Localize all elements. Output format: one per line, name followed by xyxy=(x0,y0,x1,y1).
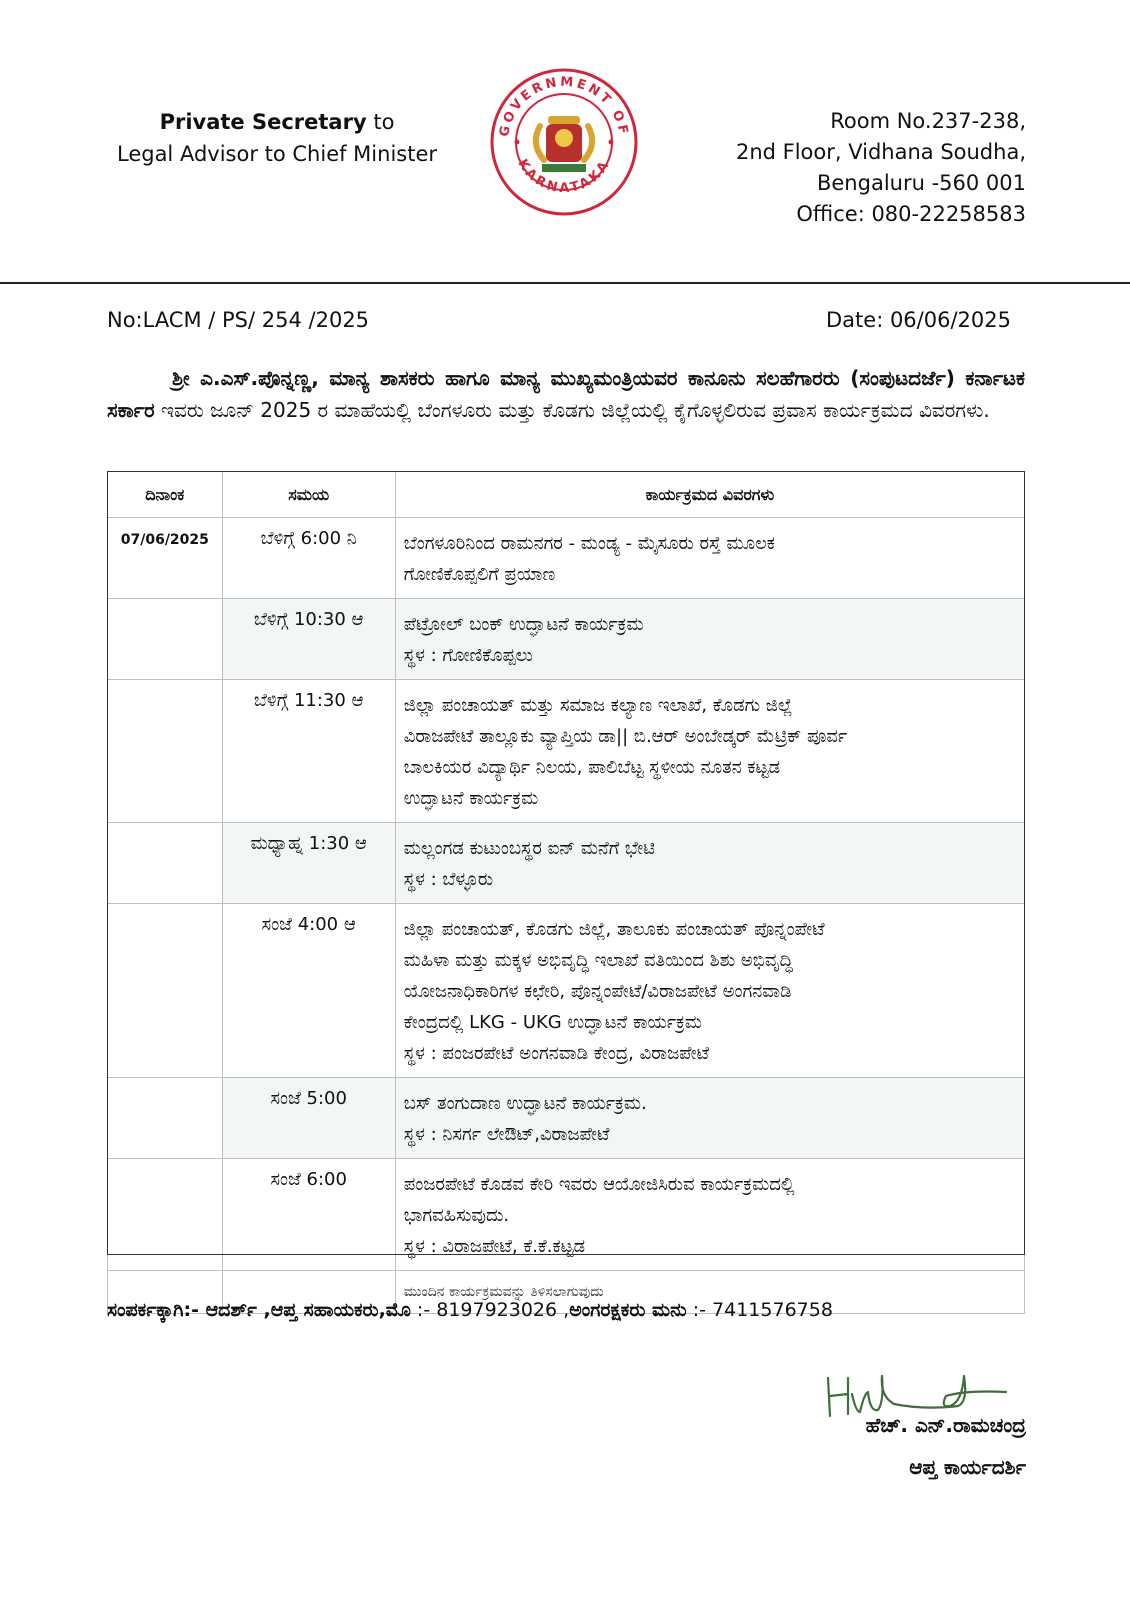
intro-rest: ಇವರು ಜೂನ್ 2025 ರ ಮಾಹೆಯಲ್ಲಿ ಬೆಂಗಳೂರು ಮತ್ತು ಕೊಡಗು ಜಿಲ್ಲೆಯಲ್ಲಿ ಕೈಗೊಳ್ಳಲಿರುವ ಪ್ರವಾಸ ಕಾರ್ಯಕ್ರಮದ ವಿವರಗಳು. xyxy=(154,398,990,422)
detail-line: ಸ್ಥಳ : ಗೋಣಿಕೊಪ್ಪಲು xyxy=(403,645,533,666)
row-time: ಬೆಳಿಗ್ಗೆ 11:30 ಆ xyxy=(222,680,395,823)
detail-line: ಗೋಣಿಕೊಪ್ಪಲಿಗೆ ಪ್ರಯಾಣ xyxy=(403,564,556,585)
row-details xyxy=(395,823,1024,904)
table-row xyxy=(108,680,1025,823)
table-row xyxy=(108,1159,1025,1271)
row-details xyxy=(395,904,1024,1078)
signatory-name: ಹೆಚ್. ಎನ್.ರಾಮಚಂದ್ರ xyxy=(865,1413,1026,1437)
table-row xyxy=(108,823,1025,904)
sender-line-1 xyxy=(112,106,442,138)
detail-line: ಮಲ್ಲಂಗಡ ಕುಟುಂಬಸ್ಥರ ಐನ್ ಮನೆಗೆ ಭೇಟಿ xyxy=(403,838,655,859)
column-header-time: ಸಮಯ xyxy=(222,472,395,518)
office-phone: Office: 080-22258583 xyxy=(796,202,1026,226)
svg-text:GOVERNMENT OF: GOVERNMENT OF xyxy=(497,74,631,139)
detail-line: ಬಾಲಕಿಯರ ವಿದ್ಯಾರ್ಥಿ ನಿಲಯ, ಪಾಲಿಬೆಟ್ಟ ಸ್ಥಳೀಯ ನೂತನ ಕಟ್ಟಡ xyxy=(403,757,781,778)
detail-line: ಸ್ಥಳ : ನಿಸರ್ಗ ಲೇಔಟ್,ವಿರಾಜಪೇಟೆ xyxy=(403,1124,610,1145)
sender-block xyxy=(112,106,442,170)
detail-line: ಭಾಗವಹಿಸುವುದು. xyxy=(403,1205,510,1226)
address-line: Room No.237-238, xyxy=(830,109,1026,133)
detail-line: ಜಿಲ್ಲಾ ಪಂಚಾಯತ್, ಕೊಡಗು ಜಿಲ್ಲೆ, ತಾಲೂಕು ಪಂಚಾಯತ್ ಪೊನ್ನಂಪೇಟೆ xyxy=(403,919,825,940)
reference-number: No:LACM / PS/ 254 /2025 xyxy=(107,308,370,332)
signatory-designation: ಆಪ್ತ ಕಾರ್ಯದರ್ಶಿ xyxy=(909,1455,1026,1479)
row-time: ಮಧ್ಯಾಹ್ನ 1:30 ಆ xyxy=(222,823,395,904)
table-header-row xyxy=(108,472,1025,518)
row-details xyxy=(395,680,1024,823)
contact-label-2: ಅಂಗರಕ್ಷಕರು ಮನು xyxy=(569,1299,687,1321)
detail-line: ಸ್ಥಳ : ಪಂಜರಪೇಟೆ ಅಂಗನವಾಡಿ ಕೇಂದ್ರ, ವಿರಾಜಪೇಟೆ xyxy=(403,1043,710,1064)
detail-line: ಸ್ಥಳ : ವಿರಾಜಪೇಟೆ, ಕೆ.ಕೆ.ಕಟ್ಟಡ xyxy=(403,1236,586,1257)
detail-line: ಪಂಜರಪೇಟೆ ಕೊಡವ ಕೇರಿ ಇವರು ಆಯೋಜಿಸಿರುವ ಕಾರ್ಯಕ್ರಮದಲ್ಲಿ xyxy=(403,1174,795,1195)
government-seal-icon xyxy=(488,66,640,218)
sender-line-2: Legal Advisor to Chief Minister xyxy=(116,142,438,166)
contact-phone-2: :- 7411576758 xyxy=(686,1299,833,1321)
row-date: 07/06/2025 xyxy=(108,518,223,599)
detail-line: ಮಹಿಳಾ ಮತ್ತು ಮಕ್ಕಳ ಅಭಿವೃದ್ಧಿ ಇಲಾಖೆ ವತಿಯಿಂದ ಶಿಶು ಅಭಿವೃದ್ಧಿ xyxy=(403,950,793,971)
address-line: Bengaluru -560 001 xyxy=(816,171,1026,195)
table-row xyxy=(108,518,1025,599)
detail-line: ಜಿಲ್ಲಾ ಪಂಚಾಯತ್ ಮತ್ತು ಸಮಾಜ ಕಲ್ಯಾಣ ಇಲಾಖೆ, ಕೊಡಗು ಜಿಲ್ಲೆ xyxy=(403,695,793,716)
detail-line: ಕೇಂದ್ರದಲ್ಲಿ LKG - UKG ಉದ್ಘಾಟನೆ ಕಾರ್ಯಕ್ರಮ xyxy=(403,1012,703,1033)
intro-text xyxy=(107,362,1025,426)
table-row xyxy=(108,599,1025,680)
row-time: ಬೆಳಿಗ್ಗೆ 6:00 ನಿ xyxy=(222,518,395,599)
row-date xyxy=(108,904,223,1078)
row-time: ಸಂಜೆ 6:00 xyxy=(222,1159,395,1271)
table-note: ಮುಂದಿನ ಕಾರ್ಯಕ್ರಮವನ್ನು ತಿಳಿಸಲಾಗುವುದು xyxy=(395,1271,1024,1314)
header-divider xyxy=(0,282,1130,284)
detail-line: ಬಸ್ ತಂಗುದಾಣ ಉದ್ಘಾಟನೆ ಕಾರ್ಯಕ್ರಮ. xyxy=(403,1093,647,1114)
intro-paragraph xyxy=(107,362,1025,426)
table-row xyxy=(108,1078,1025,1159)
intro-bold: ಶ್ರೀ ಎ.ಎಸ್.ಪೊನ್ನಣ್ಣ, ಮಾನ್ಯ ಶಾಸಕರು ಹಾಗೂ ಮಾನ್ಯ ಮುಖ್ಯಮಂತ್ರಿಯವರ ಕಾನೂನು ಸಲಹೆಗಾರರು (ಸಂಪುಟದರ್ಜೆ) ಕರ್ನಾಟಕ ಸರ್ಕಾರ xyxy=(107,366,1025,422)
office-address xyxy=(686,106,1026,230)
row-time: ಸಂಜೆ 5:00 xyxy=(222,1078,395,1159)
row-details xyxy=(395,518,1024,599)
schedule-table xyxy=(107,471,1025,1314)
column-header-details: ಕಾರ್ಯಕ್ರಮದ ವಿವರಗಳು xyxy=(395,472,1024,518)
table-row xyxy=(108,904,1025,1078)
detail-line: ಯೋಜನಾಧಿಕಾರಿಗಳ ಕಛೇರಿ, ಪೊನ್ನಂಪೇಟೆ/ವಿರಾಜಪೇಟೆ ಅಂಗನವಾಡಿ xyxy=(403,981,792,1002)
detail-line: ಸ್ಥಳ : ಬೆಳ್ಳೂರು xyxy=(403,869,494,890)
row-date xyxy=(108,823,223,904)
contact-label: ಸಂಪರ್ಕಕ್ಕಾಗಿ:- ಆದರ್ಶ್ ,ಆಪ್ತ ಸಹಾಯಕರು,ಮೊ xyxy=(107,1299,411,1321)
row-time: ಸಂಜೆ 4:00 ಆ xyxy=(222,904,395,1078)
contact-line xyxy=(107,1299,833,1321)
row-time: ಬೆಳಿಗ್ಗೆ 10:30 ಆ xyxy=(222,599,395,680)
row-details xyxy=(395,1159,1024,1271)
row-details xyxy=(395,599,1024,680)
row-details xyxy=(395,1078,1024,1159)
row-date xyxy=(108,1159,223,1271)
svg-text:KARNATAKA: KARNATAKA xyxy=(514,156,614,197)
row-date xyxy=(108,1078,223,1159)
detail-line: ವಿರಾಜಪೇಟೆ ತಾಲ್ಲೂಕು ವ್ಯಾಪ್ತಿಯ ಡಾ|| ಬಿ.ಆರ್ ಅಂಬೇಡ್ಕರ್ ಮೆಟ್ರಿಕ್ ಪೂರ್ವ xyxy=(403,726,848,747)
contact-phone-1: :- 8197923026 , xyxy=(410,1299,570,1321)
row-date xyxy=(108,680,223,823)
detail-line: ಬೆಂಗಳೂರಿನಿಂದ ರಾಮನಗರ - ಮಂಡ್ಯ - ಮೈಸೂರು ರಸ್ತೆ ಮೂಲಕ xyxy=(403,533,775,554)
letter-date: Date: 06/06/2025 xyxy=(826,308,1011,332)
address-line: 2nd Floor, Vidhana Soudha, xyxy=(735,140,1026,164)
column-header-date: ದಿನಾಂಕ xyxy=(108,472,223,518)
sender-title: Private Secretary xyxy=(159,110,367,134)
detail-line: ಪೆಟ್ರೋಲ್ ಬಂಕ್ ಉದ್ಘಾಟನೆ ಕಾರ್ಯಕ್ರಮ xyxy=(403,614,644,635)
detail-line: ಉದ್ಘಾಟನೆ ಕಾರ್ಯಕ್ರಮ xyxy=(403,788,539,809)
sender-title-suffix: to xyxy=(366,110,395,134)
row-date xyxy=(108,599,223,680)
